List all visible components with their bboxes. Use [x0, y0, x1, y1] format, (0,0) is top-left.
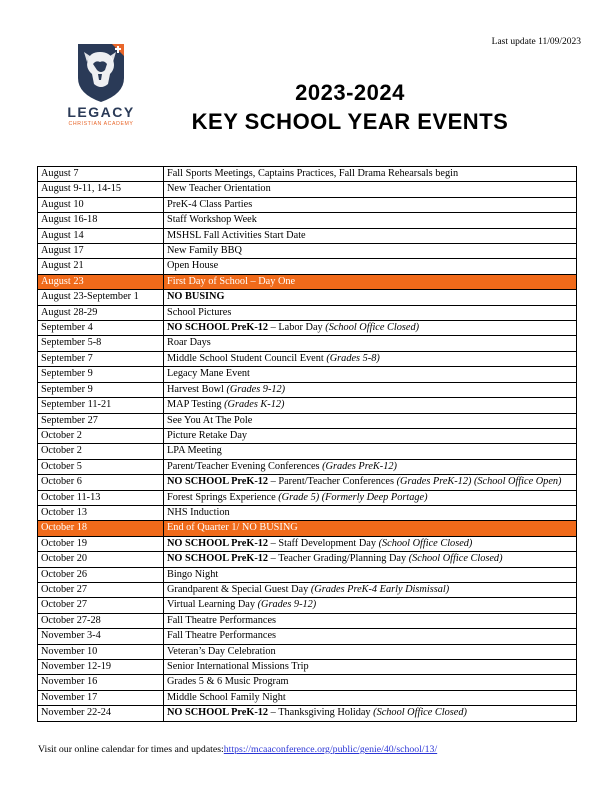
event-text: PreK-4 Class Parties — [167, 198, 253, 210]
event-description — [164, 213, 577, 228]
event-description — [164, 367, 577, 382]
event-date: September 27 — [38, 413, 164, 428]
event-text: (Grades 5-8) — [326, 352, 380, 364]
event-date: August 17 — [38, 244, 164, 259]
event-description — [164, 398, 577, 413]
event-description — [164, 459, 577, 474]
event-date: November 22-24 — [38, 706, 164, 721]
event-row — [38, 690, 577, 705]
event-text: Bingo Night — [167, 568, 219, 580]
event-date: August 7 — [38, 167, 164, 182]
event-date: September 9 — [38, 382, 164, 397]
event-date: October 26 — [38, 567, 164, 582]
event-date: October 11-13 — [38, 490, 164, 505]
event-row — [38, 182, 577, 197]
event-text: (School Office Closed) — [408, 553, 503, 565]
event-description — [164, 428, 577, 443]
event-text: Legacy Mane Event — [167, 368, 250, 380]
logo-name: LEGACY — [67, 104, 135, 120]
event-text: Middle School Family Night — [167, 691, 286, 703]
event-text: Senior International Missions Trip — [167, 661, 309, 672]
event-text: (School Office Closed) — [378, 537, 473, 549]
event-row — [38, 274, 577, 289]
event-text: End of Quarter 1/ NO BUSING — [167, 522, 298, 534]
event-date: November 12-19 — [38, 660, 164, 675]
event-date: September 9 — [38, 367, 164, 382]
event-text: (Grades PreK-12) — [322, 460, 397, 472]
event-description — [164, 336, 577, 351]
event-date: August 21 — [38, 259, 164, 274]
event-row — [38, 228, 577, 243]
event-description — [164, 644, 577, 659]
event-row — [38, 567, 577, 582]
event-text: – Staff Development Day — [268, 537, 379, 549]
event-date: October 6 — [38, 475, 164, 490]
event-text: Middle School Student Council Event — [167, 352, 327, 364]
event-text: (Grades 9-12) — [226, 383, 286, 395]
event-row — [38, 398, 577, 413]
event-row — [38, 660, 577, 675]
event-text: NO SCHOOL PreK-12 — [167, 553, 269, 565]
event-text: School Pictures — [167, 306, 232, 318]
event-description — [164, 413, 577, 428]
event-row — [38, 490, 577, 505]
event-description — [164, 490, 577, 505]
event-text: – Labor Day — [268, 322, 326, 334]
event-date: October 5 — [38, 459, 164, 474]
event-date: August 9-11, 14-15 — [38, 182, 164, 197]
event-date: August 28-29 — [38, 305, 164, 320]
event-date: August 23 — [38, 274, 164, 289]
event-date: August 23-September 1 — [38, 290, 164, 305]
event-text: Staff Workshop Week — [167, 214, 257, 226]
event-date: September 4 — [38, 321, 164, 336]
event-text: (Grades PreK-4 Early Dismissal) — [310, 583, 450, 595]
event-text: (Grades K-12) — [224, 399, 285, 411]
event-text: NHS Induction — [167, 506, 230, 518]
event-description — [164, 197, 577, 212]
event-text: Veteran’s Day Celebration — [167, 645, 276, 657]
event-description — [164, 582, 577, 597]
event-text: Parent/Teacher Evening Conferences — [167, 460, 323, 472]
event-text: New Family BBQ — [167, 245, 242, 257]
event-text: Forest Springs Experience — [167, 491, 279, 503]
event-text: (School Office Closed) — [325, 322, 420, 334]
event-date: October 18 — [38, 521, 164, 536]
event-row — [38, 629, 577, 644]
logo-tagline: CHRISTIAN ACADEMY — [68, 121, 134, 127]
event-description — [164, 182, 577, 197]
event-text: New Teacher Orientation — [167, 183, 271, 195]
event-date: November 17 — [38, 690, 164, 705]
event-row — [38, 552, 577, 567]
event-text: (Grades PreK-12) (School Office Open) — [396, 476, 562, 488]
event-date: November 3-4 — [38, 629, 164, 644]
event-description — [164, 598, 577, 613]
event-text: Fall Sports Meetings, Captains Practices, Fall Drama Rehearsals begin — [167, 168, 459, 179]
event-description — [164, 274, 577, 289]
event-text: – Parent/Teacher Conferences — [268, 476, 397, 488]
event-description — [164, 444, 577, 459]
event-text: (Grades 9-12) — [257, 599, 317, 611]
event-row — [38, 321, 577, 336]
event-text: Grades 5 & 6 Music Program — [167, 676, 289, 688]
event-description — [164, 675, 577, 690]
event-text: MAP Testing — [167, 399, 225, 411]
event-row — [38, 336, 577, 351]
event-date: October 27-28 — [38, 613, 164, 628]
page-title-year: 2023-2024 — [295, 80, 405, 105]
event-row — [38, 444, 577, 459]
event-description — [164, 167, 577, 182]
event-date: October 2 — [38, 444, 164, 459]
event-text: Grandparent & Special Guest Day — [167, 583, 311, 595]
event-text: See You At The Pole — [167, 414, 253, 426]
event-description — [164, 629, 577, 644]
event-row — [38, 613, 577, 628]
event-date: October 2 — [38, 428, 164, 443]
event-row — [38, 382, 577, 397]
event-text: NO SCHOOL PreK-12 — [167, 322, 269, 334]
event-text: – Thanksgiving Holiday — [268, 707, 374, 719]
event-row — [38, 259, 577, 274]
event-description — [164, 706, 577, 721]
event-row — [38, 167, 577, 182]
event-description — [164, 552, 577, 567]
event-date: August 14 — [38, 228, 164, 243]
school-logo — [60, 40, 148, 132]
event-row — [38, 505, 577, 520]
event-text: Roar Days — [167, 337, 211, 349]
event-text: NO SCHOOL PreK-12 — [167, 537, 269, 549]
event-description — [164, 475, 577, 490]
event-date: November 10 — [38, 644, 164, 659]
event-date: October 20 — [38, 552, 164, 567]
event-text: Picture Retake Day — [167, 429, 248, 441]
event-description — [164, 690, 577, 705]
event-date: October 13 — [38, 505, 164, 520]
event-text: – Teacher Grading/Planning Day — [268, 553, 409, 565]
event-date: September 5-8 — [38, 336, 164, 351]
event-description — [164, 228, 577, 243]
event-description — [164, 321, 577, 336]
event-text: Virtual Learning Day — [167, 599, 258, 611]
event-text: NO SCHOOL PreK-12 — [167, 707, 269, 719]
event-date: November 16 — [38, 675, 164, 690]
event-description — [164, 613, 577, 628]
event-text: Fall Theatre Performances — [167, 614, 277, 626]
event-description — [164, 505, 577, 520]
event-row — [38, 428, 577, 443]
event-row — [38, 582, 577, 597]
event-description — [164, 382, 577, 397]
event-text: Fall Theatre Performances — [167, 630, 277, 642]
event-description — [164, 351, 577, 366]
event-row — [38, 290, 577, 305]
last-update-text: Last update 11/09/2023 — [491, 37, 581, 47]
event-text: (Grade 5) (Formerly Deep Portage) — [278, 491, 428, 503]
page-title: KEY SCHOOL YEAR EVENTS — [191, 109, 509, 134]
event-description — [164, 244, 577, 259]
footer-note — [38, 744, 437, 755]
event-row — [38, 644, 577, 659]
event-description — [164, 259, 577, 274]
event-text: LPA Meeting — [167, 445, 222, 457]
lion-shield-icon — [60, 40, 142, 104]
event-row — [38, 213, 577, 228]
event-row — [38, 521, 577, 536]
event-row — [38, 244, 577, 259]
event-row — [38, 536, 577, 551]
event-row — [38, 598, 577, 613]
event-text: Open House — [167, 260, 219, 272]
event-date: August 10 — [38, 197, 164, 212]
event-description — [164, 660, 577, 675]
event-description — [164, 536, 577, 551]
calendar-link[interactable]: https://mcaaconference.org/public/genie/40/school/13/ — [223, 744, 438, 755]
event-date: October 27 — [38, 598, 164, 613]
event-row — [38, 351, 577, 366]
events-table — [37, 166, 577, 722]
event-date: September 7 — [38, 351, 164, 366]
events-table-body — [38, 167, 577, 722]
event-text: MSHSL Fall Activities Start Date — [167, 229, 306, 241]
event-row — [38, 367, 577, 382]
event-row — [38, 475, 577, 490]
event-text: (School Office Closed) — [373, 707, 467, 719]
event-date: September 11-21 — [38, 398, 164, 413]
event-text: NO SCHOOL PreK-12 — [167, 476, 269, 488]
event-row — [38, 197, 577, 212]
event-text: First Day of School – Day One — [167, 275, 296, 287]
event-row — [38, 459, 577, 474]
event-description — [164, 290, 577, 305]
event-text: NO BUSING — [167, 291, 225, 303]
event-row — [38, 706, 577, 721]
event-row — [38, 413, 577, 428]
event-row — [38, 305, 577, 320]
event-text: Harvest Bowl — [167, 383, 227, 395]
event-description — [164, 305, 577, 320]
event-date: October 27 — [38, 582, 164, 597]
event-date: October 19 — [38, 536, 164, 551]
footer-text: Visit our online calendar for times and updates: — [38, 744, 224, 755]
event-date: August 16-18 — [38, 213, 164, 228]
event-description — [164, 521, 577, 536]
event-row — [38, 675, 577, 690]
event-description — [164, 567, 577, 582]
